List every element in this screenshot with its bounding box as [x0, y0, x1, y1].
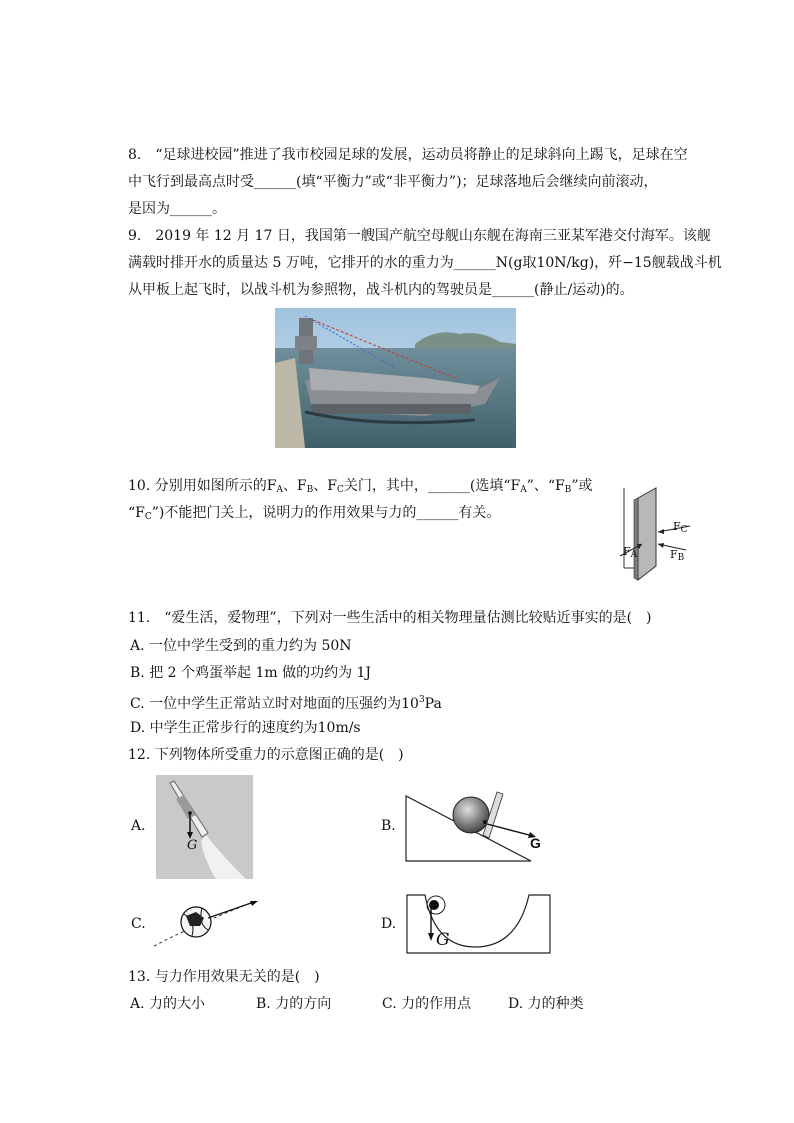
q9-line-3: 从甲板上起飞时，以战斗机为参照物，战斗机内的驾驶员是______(静止/运动)的。	[128, 282, 634, 298]
q12-label-b: B.	[381, 818, 396, 834]
q9-line-2: 满载时排开水的质量达 5 万吨，它排开的水的重力为______N(g取10N/kg)，歼−15舰载战斗机	[128, 255, 722, 271]
aircraft-carrier-photo	[275, 308, 516, 448]
thrown-ball-figure	[152, 896, 260, 948]
q10-line-2: “$F_C$”)不能把门关上，说明力的作用效果与力的______有关。	[128, 505, 501, 522]
force-label-fa: $F_A$	[623, 545, 638, 560]
q13-option-a: A. 力的大小	[130, 996, 206, 1012]
ball-g-label: G	[530, 835, 541, 851]
half-pipe-figure	[405, 893, 551, 955]
q11-option-b: B. 把 2 个鸡蛋举起 1m 做的功约为 1J	[130, 665, 372, 681]
halfpipe-g-label: G	[436, 930, 450, 950]
force-label-fc: $F_C$	[673, 520, 688, 535]
door-force-diagram	[612, 486, 692, 586]
rocket-figure	[156, 775, 253, 879]
q11-option-d: D. 中学生正常步行的速度约为10m/s	[130, 720, 361, 736]
q12-stem: 12. 下列物体所受重力的示意图正确的是( )	[128, 747, 404, 763]
force-label-fb: $F_B$	[670, 548, 685, 563]
q10-line-1: 10. 分别用如图所示的$F_A$、$F_B$、$F_C$关门，其中，______(选填“$F_A$”、“$F_B$”或	[128, 478, 593, 495]
q11-stem: 11. “爱生活，爱物理”，下列对一些生活中的相关物理量估测比较贴近事实的是( )	[128, 610, 652, 626]
q8-line-3: 是因为______。	[128, 201, 226, 217]
q11-option-c: C. 一位中学生正常站立时对地面的压强约为$10^3Pa$	[130, 695, 442, 712]
q8-line-1: 8. “足球进校园”推进了我市校园足球的发展，运动员将静止的足球斜向上踢飞，足球在空	[128, 147, 688, 163]
q12-label-c: C.	[131, 916, 146, 932]
q13-stem: 13. 与力作用效果无关的是( )	[128, 969, 320, 985]
q12-label-d: D.	[381, 916, 397, 932]
q13-option-b: B. 力的方向	[256, 996, 332, 1012]
q13-option-d: D. 力的种类	[508, 996, 584, 1012]
q9-line-1: 9. 2019 年 12 月 17 日，我国第一艘国产航空母舰山东舰在海南三亚某军港交付海军。该舰	[128, 228, 711, 244]
q12-label-a: A.	[131, 818, 146, 834]
q8-line-2: 中飞行到最高点时受______(填“平衡力”或“非平衡力”)；足球落地后会继续向前滚动，	[128, 174, 658, 190]
q11-option-a: A. 一位中学生受到的重力约为 50N	[130, 638, 352, 654]
q13-option-c: C. 力的作用点	[382, 996, 472, 1012]
rocket-g-label: G	[187, 838, 198, 853]
